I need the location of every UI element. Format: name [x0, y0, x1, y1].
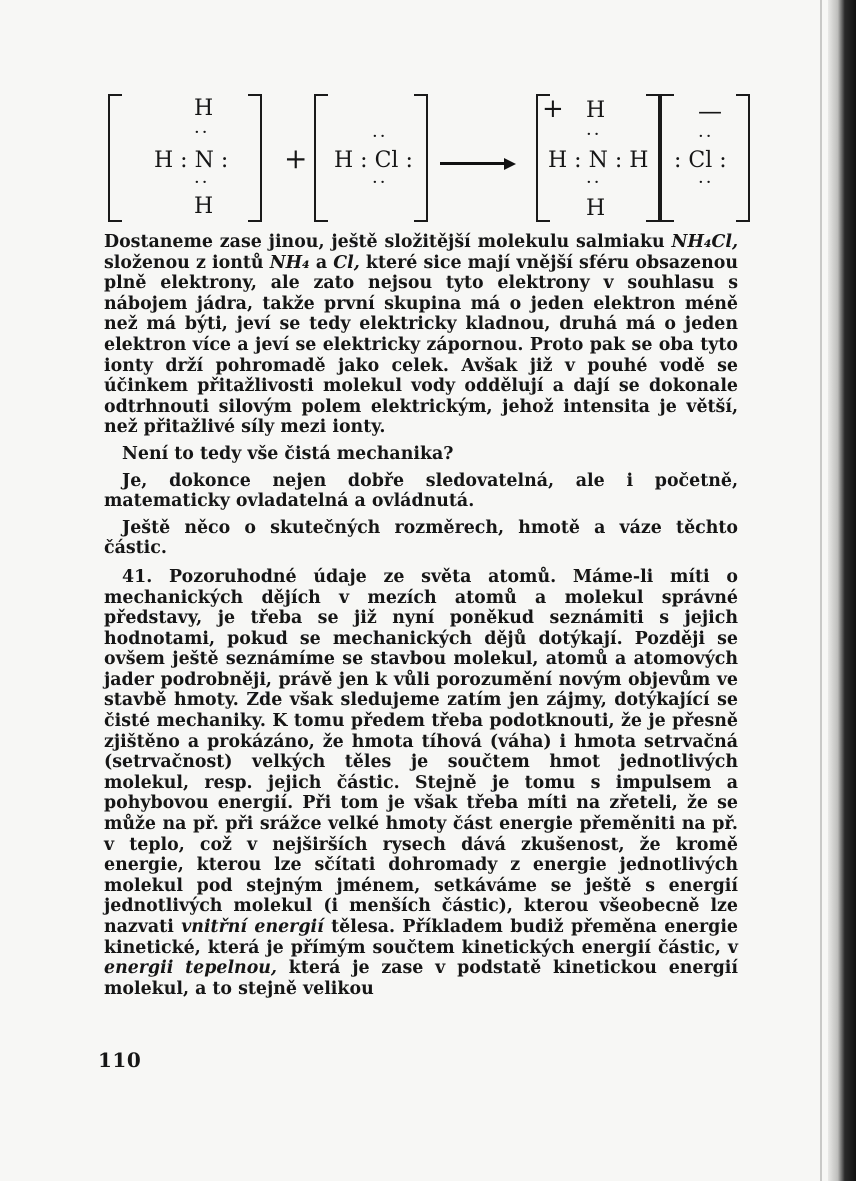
bracket-nh3-left [108, 94, 122, 222]
hcl-dots-bottom: ·· [372, 172, 388, 193]
formula-nh4: NH₄ [269, 252, 310, 273]
bracket-hcl-left [314, 94, 328, 222]
bracket-cl-right [736, 94, 750, 222]
cl-dots-bottom: ·· [698, 172, 714, 193]
nh3-bottom-h: H [194, 194, 214, 219]
body-text [104, 232, 738, 999]
plus-sign: + [284, 142, 308, 175]
formula-nh4cl: NH₄Cl, [671, 232, 738, 252]
nh4-middle: H : N : H [548, 148, 649, 173]
reaction-arrow-icon [440, 160, 516, 166]
section-41: 41. Pozoruhodné údaje ze světa atomů. Máme-li míti o mechanických dějích v mezích atomů a molekul správné představy, je třeba se již nyní poněkud seznámiti s jejich hodnotami, pokud se mechanických dějů dotýkají. Později se ovšem ještě seznámíme se stavbou molekul, atomů a atomových jader podrobněji, právě jen k vůli porozumění novým objevům ve stavbě hmoty. Zde však sledujeme zatím jen zájmy, dotýkající se čisté mechaniky. K tomu předem třeba podotknouti, že je přesně zjištěno a prokázáno, že hmota tíhová (váha) i hmota setrvačná (setrvačnost) velkých těles je součtem hmot jednotlivých molekul, resp. jejich částic. Stejně je tomu s impulsem a pohybovou energií. Při tom je však třeba míti na zřeteli, že se může na př. při srážce velké hmoty část energie přeměniti na př. v teplo, což v nejširších rysech dává zkušenost, že kromě energie, kterou lze sčítati dohromady z energie jednotlivých molekul pod stejným jménem, setkáváme se ještě s energií jednotlivých molekul (i menších částic), kterou všeobecně lze nazvati vnitřní energií tělesa. Příkladem budiž přeměna energie kinetické, která je přímým součtem kinetických energií částic, v energii tepelnou, která je zase v podstatě kinetickou energií molekul, a to stejně velikou [104, 566, 738, 999]
hcl-dots-top: ·· [372, 126, 388, 147]
paragraph-question: Není to tedy vše čistá mechanika? [122, 443, 454, 464]
bracket-nh3-right [248, 94, 262, 222]
bracket-hcl-right [414, 94, 428, 222]
term-heat-energy: energii tepelnou, [104, 958, 277, 979]
nh4-top-h: H [586, 98, 606, 123]
hcl-middle: H : Cl : [334, 148, 413, 173]
nh4-bottom-h: H [586, 196, 606, 221]
nh3-middle: H : N : [154, 148, 229, 173]
formula-cl: Cl, [333, 252, 360, 273]
nh4-dots-top: ·· [586, 124, 602, 145]
chemical-equation [108, 90, 750, 230]
page-edge-shadow [828, 0, 856, 1181]
page-number: 110 [98, 1048, 142, 1072]
nh3-dots-bottom: ·· [194, 172, 210, 193]
cl-middle: : Cl : [674, 148, 727, 173]
cl-dots-top: ·· [698, 126, 714, 147]
nh4-dots-bottom: ·· [586, 172, 602, 193]
bracket-cl-left [660, 94, 674, 222]
term-inner-energy: vnitřní energií [181, 917, 324, 937]
paragraph-answer: Je, dokonce nejen dobře sledovatelná, ale i početně, matematicky ovladatelná a ovládnutá. [104, 470, 738, 512]
section-title: 41. Pozoruhodné údaje ze světa atomů. [122, 566, 557, 587]
paragraph-transition: Ještě něco o skutečných rozměrech, hmotě a váze těchto částic. [104, 517, 738, 559]
nh4-charge: + [542, 94, 564, 124]
page-fold-line [820, 0, 822, 1181]
paragraph-salmiak: Dostaneme zase jinou, ještě složitější molekulu salmiaku NH₄Cl, složenou z iontů NH₄ a Cl, které sice mají vnější sféru obsazenou plně elektrony, ale zato nejsou tyto elektrony v souhlasu s nábojem jádra, takže první skupina má o jeden elektron méně než má býti, jeví se tedy elektricky kladnou, druhá má o jeden elektron více a jeví se elektricky zápornou. Proto pak se oba tyto ionty drží pohromadě jako celek. Avšak již v pouhé vodě se účinkem přitažlivosti molekul vody oddělují a dají se dokonale odtrhnouti silovým polem elektrickým, jehož intensita je větší, než přitažlivé síly mezi ionty. [104, 232, 738, 438]
nh3-dots-top: ·· [194, 122, 210, 143]
nh3-top-h: H [194, 96, 214, 121]
cl-charge: — [698, 97, 722, 125]
